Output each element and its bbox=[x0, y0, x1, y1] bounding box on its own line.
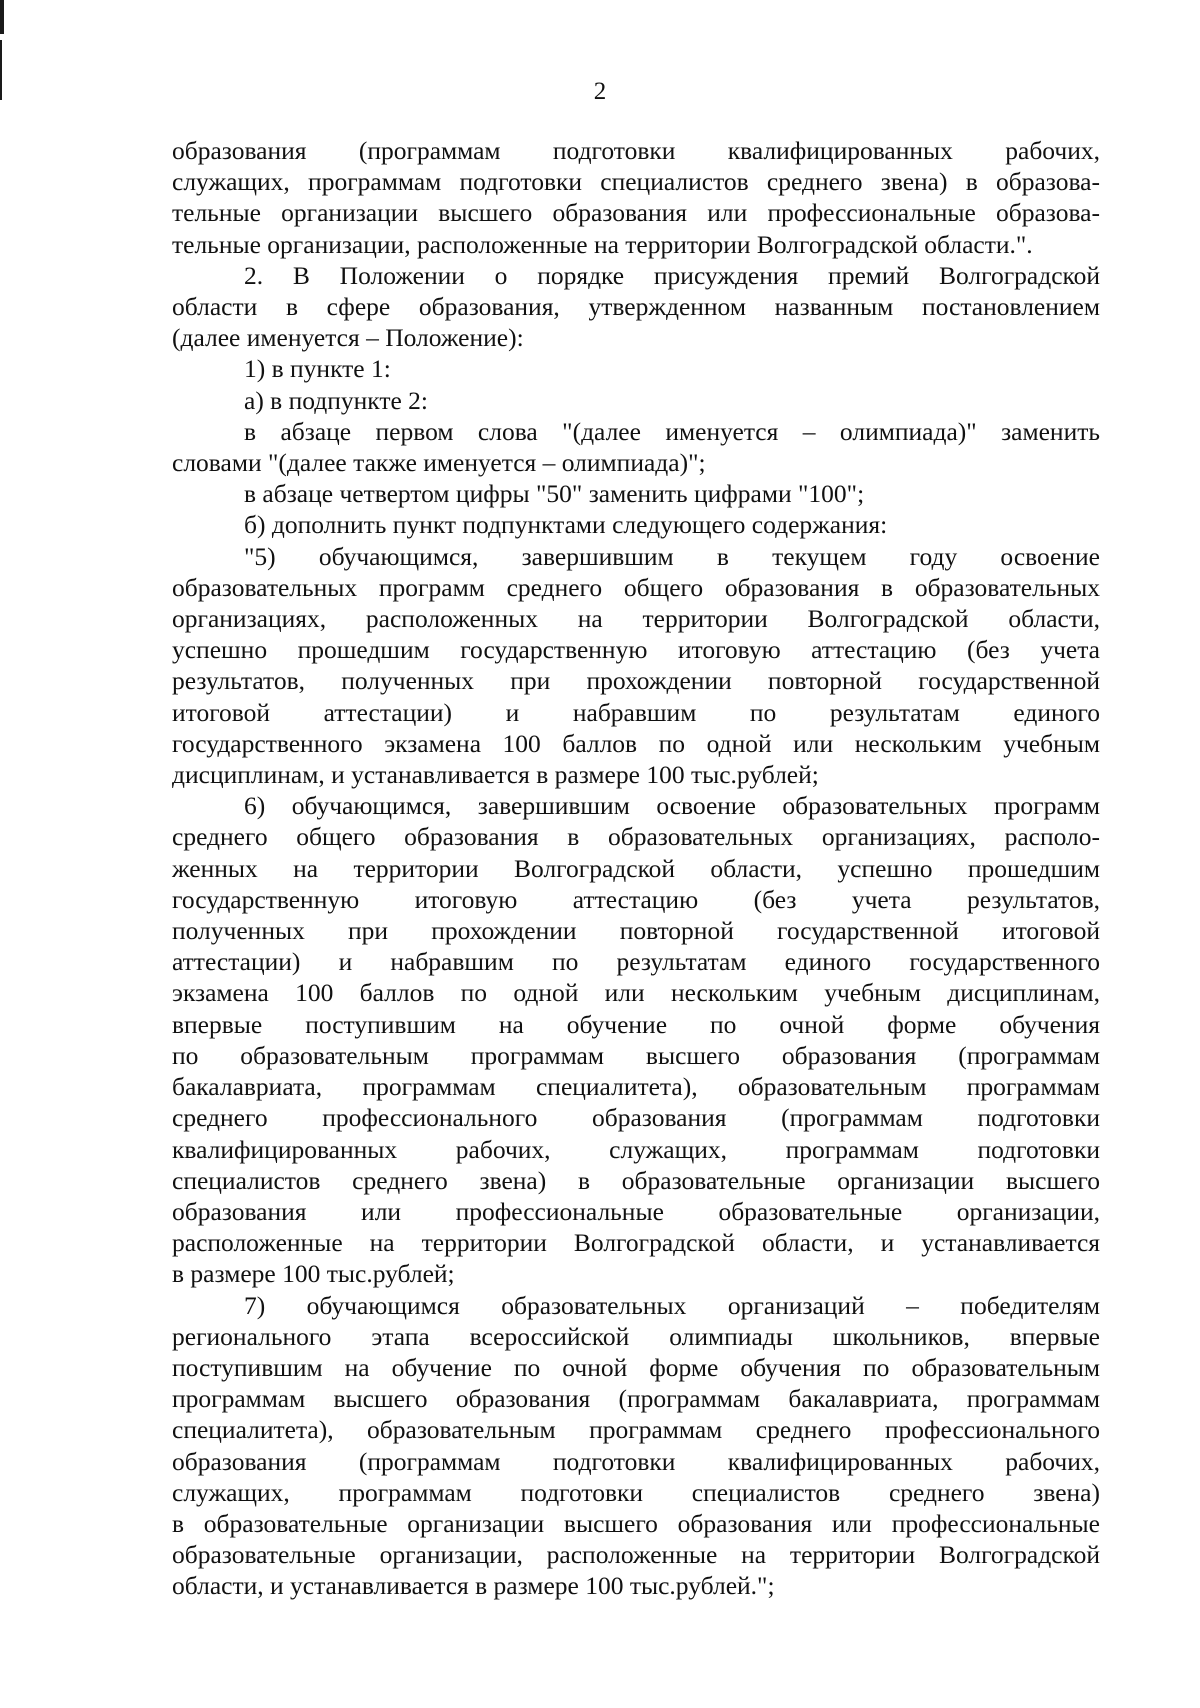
text-line: образовательные организации, расположенные на территории Волгоградской bbox=[172, 1540, 1100, 1570]
text-line: среднего профессионального образования (программам подготовки bbox=[172, 1103, 1100, 1133]
text-line: аттестации) и набравшим по результатам единого государственного bbox=[172, 947, 1100, 977]
text-line: экзамена 100 баллов по одной или нескольким учебным дисциплинам, bbox=[172, 978, 1100, 1008]
text-line: 1) в пункте 1: bbox=[244, 354, 391, 384]
text-line: специалистов среднего звена) в образовательные организации высшего bbox=[172, 1165, 1100, 1195]
text-line: служащих, программам подготовки специалистов среднего звена) bbox=[172, 1477, 1100, 1507]
text-line: области в сфере образования, утвержденном названным постановлением bbox=[172, 292, 1100, 322]
text-line: специалитета), образовательным программам среднего профессионального bbox=[172, 1415, 1100, 1445]
paragraph bbox=[172, 790, 1100, 1289]
text-line: в абзаце первом слова "(далее именуется – олимпиада)" заменить bbox=[244, 416, 1100, 446]
text-line: 7) обучающимся образовательных организаций – победителям bbox=[244, 1290, 1100, 1320]
text-line: поступившим на обучение по очной форме обучения по образовательным bbox=[172, 1352, 1100, 1382]
text-line: программам высшего образования (программам бакалавриата, программам bbox=[172, 1384, 1100, 1414]
text-line: в образовательные организации высшего образования или профессиональные bbox=[172, 1508, 1100, 1538]
text-line: тельные организации высшего образования или профессиональные образова- bbox=[172, 198, 1100, 228]
text-line: государственную итоговую аттестацию (без учета результатов, bbox=[172, 884, 1100, 914]
text-line: 6) обучающимся, завершившим освоение образовательных программ bbox=[244, 791, 1100, 821]
text-line: результатов, полученных при прохождении повторной государственной bbox=[172, 666, 1100, 696]
paragraph bbox=[172, 353, 1100, 384]
text-line: расположенные на территории Волгоградской области, и устанавливается bbox=[172, 1228, 1100, 1258]
paragraph bbox=[172, 416, 1100, 478]
paragraph bbox=[172, 509, 1100, 540]
text-line: итоговой аттестации) и набравшим по результатам единого bbox=[172, 697, 1100, 727]
text-line: области, и устанавливается в размере 100 тыс.рублей."; bbox=[172, 1571, 775, 1601]
text-line: словами "(далее также именуется – олимпиада)"; bbox=[172, 448, 706, 478]
paragraph bbox=[172, 260, 1100, 354]
text-line: б) дополнить пункт подпунктами следующего содержания: bbox=[244, 510, 888, 540]
text-line: а) в подпункте 2: bbox=[244, 385, 429, 415]
text-line: впервые поступившим на обучение по очной форме обучения bbox=[172, 1009, 1100, 1039]
text-line: служащих, программам подготовки специалистов среднего звена) в образова- bbox=[172, 167, 1100, 197]
text-line: тельные организации, расположенные на территории Волгоградской области.". bbox=[172, 229, 1033, 259]
text-line: в размере 100 тыс.рублей; bbox=[172, 1259, 455, 1289]
text-line: квалифицированных рабочих, служащих, программам подготовки bbox=[172, 1134, 1100, 1164]
text-line: государственного экзамена 100 баллов по одной или нескольким учебным bbox=[172, 728, 1100, 758]
paragraph bbox=[172, 478, 1100, 509]
text-line: образовательных программ среднего общего образования в образовательных bbox=[172, 572, 1100, 602]
text-line: в абзаце четвертом цифры "50" заменить цифрами "100"; bbox=[244, 479, 865, 509]
scan-edge-mark bbox=[0, 0, 4, 34]
text-line: успешно прошедшим государственную итоговую аттестацию (без учета bbox=[172, 635, 1100, 665]
paragraph bbox=[172, 1290, 1100, 1602]
page-number: 2 bbox=[593, 78, 607, 105]
text-line: среднего общего образования в образовательных организациях, располо- bbox=[172, 822, 1100, 852]
text-line: (далее именуется – Положение): bbox=[172, 323, 524, 353]
text-line: по образовательным программам высшего образования (программам bbox=[172, 1040, 1100, 1070]
text-line: полученных при прохождении повторной государственной итоговой bbox=[172, 916, 1100, 946]
text-line: образования (программам подготовки квалифицированных рабочих, bbox=[172, 136, 1100, 165]
text-line: бакалавриата, программам специалитета), образовательным программам bbox=[172, 1072, 1100, 1102]
paragraph bbox=[172, 385, 1100, 416]
text-line: женных на территории Волгоградской области, успешно прошедшим bbox=[172, 853, 1100, 883]
text-line: образования или профессиональные образовательные организации, bbox=[172, 1196, 1100, 1226]
document-body bbox=[172, 135, 1100, 1602]
paragraph bbox=[172, 541, 1100, 791]
text-line: организациях, расположенных на территории Волгоградской области, bbox=[172, 604, 1100, 634]
text-line: "5) обучающимся, завершившим в текущем году освоение bbox=[244, 541, 1100, 571]
text-line: образования (программам подготовки квалифицированных рабочих, bbox=[172, 1446, 1100, 1476]
text-line: дисциплинам, и устанавливается в размере 100 тыс.рублей; bbox=[172, 760, 819, 790]
text-line: 2. В Положении о порядке присуждения премий Волгоградской bbox=[244, 260, 1100, 290]
paragraph bbox=[172, 135, 1100, 260]
text-line: регионального этапа всероссийской олимпиады школьников, впервые bbox=[172, 1321, 1100, 1351]
